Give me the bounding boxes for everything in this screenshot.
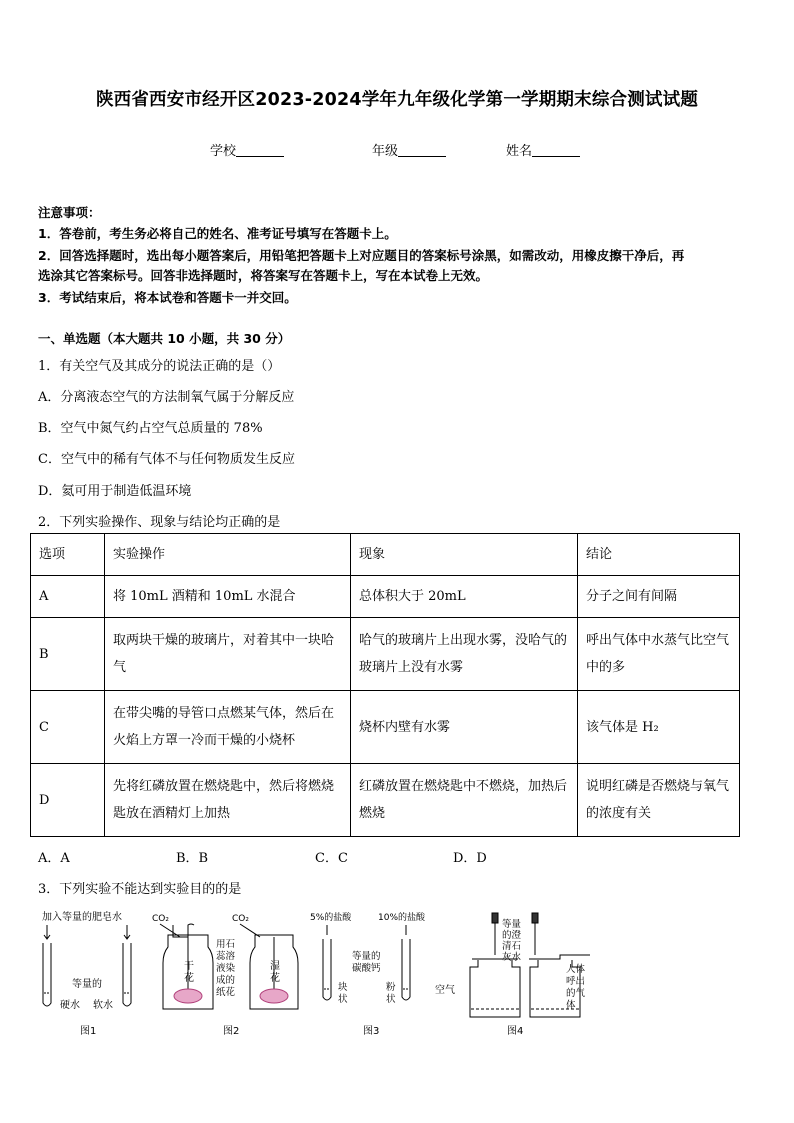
q3-figures bbox=[30, 905, 650, 1040]
fig3-label: 碳酸钙 bbox=[352, 963, 381, 974]
q1-option: D．氦可用于制造低温环境 bbox=[38, 484, 192, 499]
table-row bbox=[31, 618, 740, 691]
table-cell: 红磷放置在燃烧匙中不燃烧，加热后燃烧 bbox=[351, 764, 578, 837]
fig1-left-label: 硬水 bbox=[60, 1000, 80, 1011]
fig4-breath-label: 的气 bbox=[566, 988, 586, 999]
fig3-powder-char: 状 bbox=[386, 994, 396, 1005]
table-cell: 在带尖嘴的导管口点燃某气体，然后在火焰上方罩一冷而干燥的小烧杯 bbox=[105, 691, 351, 764]
fig3-block-char: 状 bbox=[338, 994, 348, 1005]
table-cell: B bbox=[31, 618, 105, 691]
test-tube-icon bbox=[123, 943, 131, 1006]
table-cell: 将 10mL 酒精和 10mL 水混合 bbox=[105, 576, 351, 618]
test-tube-icon bbox=[402, 939, 410, 1000]
table-cell: A bbox=[31, 576, 105, 618]
fig4-breath-label: 人体 bbox=[566, 964, 586, 975]
table-cell: 先将红磷放置在燃烧匙中，然后将燃烧匙放在酒精灯上加热 bbox=[105, 764, 351, 837]
fig2-wet-char: 湿 bbox=[270, 961, 280, 972]
fig2-dry-char: 干 bbox=[184, 961, 194, 972]
figure-4 bbox=[435, 913, 590, 1037]
fig4-label: 清石 bbox=[502, 941, 522, 952]
fig3-label: 等量的 bbox=[352, 951, 381, 962]
test-tube-icon bbox=[323, 939, 331, 1000]
fig2-label: 蕊溶 bbox=[216, 951, 236, 962]
q2-answer: A．A bbox=[38, 851, 70, 866]
dropper-bulb-icon bbox=[532, 913, 538, 923]
fig2-dry-char: 花 bbox=[184, 973, 194, 984]
fig4-label: 的澄 bbox=[502, 930, 522, 941]
q1-option: B．空气中氮气约占空气总质量的 78% bbox=[38, 421, 263, 436]
notice-item: 3．考试结束后，将本试卷和答题卡一并交回。 bbox=[38, 290, 297, 305]
table-cell: 总体积大于 20mL bbox=[351, 576, 578, 618]
table-cell: 哈气的玻璃片上出现水雾，没哈气的玻璃片上没有水雾 bbox=[351, 618, 578, 691]
table-cell: 分子之间有间隔 bbox=[578, 576, 740, 618]
fig1-right-label: 软水 bbox=[93, 1000, 113, 1011]
fig2-label: 纸花 bbox=[216, 987, 236, 998]
q2-answer: D．D bbox=[453, 851, 487, 866]
fig4-breath-label: 呼出 bbox=[566, 976, 586, 987]
q2-stem: 2．下列实验操作、现象与结论均正确的是 bbox=[38, 515, 281, 530]
fig3-acid-label: 10%的盐酸 bbox=[378, 913, 426, 923]
school-field[interactable]: 学校 bbox=[210, 140, 284, 159]
flower-icon bbox=[174, 989, 202, 1003]
table-cell: 取两块干燥的玻璃片，对着其中一块哈气 bbox=[105, 618, 351, 691]
bottle-icon bbox=[470, 960, 520, 1017]
fig1-caption: 图1 bbox=[80, 1026, 97, 1037]
test-tube-icon bbox=[43, 943, 51, 1006]
table-row bbox=[31, 764, 740, 837]
table-header: 现象 bbox=[351, 534, 578, 576]
fig2-label: 液染 bbox=[216, 963, 236, 974]
table-cell: D bbox=[31, 764, 105, 837]
table-header-row bbox=[31, 534, 740, 576]
table-cell: 说明红磷是否燃烧与氧气的浓度有关 bbox=[578, 764, 740, 837]
fig3-caption: 图3 bbox=[363, 1026, 380, 1037]
fig3-block-char: 块 bbox=[338, 982, 348, 993]
table-cell: 该气体是 H₂ bbox=[578, 691, 740, 764]
table-cell: C bbox=[31, 691, 105, 764]
q2-table bbox=[30, 533, 740, 837]
figure-2 bbox=[152, 914, 298, 1037]
fig2-label: 用石 bbox=[216, 939, 236, 950]
fig4-air-label: 空气 bbox=[435, 985, 455, 996]
name-field[interactable]: 姓名 bbox=[506, 140, 580, 159]
notice-item: 2．回答选择题时，选出每小题答案后，用铅笔把答题卡上对应题目的答案标号涂黑，如需改动，用橡皮擦干净后，再 bbox=[38, 248, 685, 263]
table-row bbox=[31, 576, 740, 618]
fig2-wet-char: 花 bbox=[270, 973, 280, 984]
q2-answer: C．C bbox=[315, 851, 348, 866]
notice-heading: 注意事项： bbox=[38, 205, 101, 220]
fig4-label: 灰水 bbox=[502, 952, 522, 963]
grade-field[interactable]: 年级 bbox=[372, 140, 446, 159]
q1-option: A．分离液态空气的方法制氧气属于分解反应 bbox=[38, 390, 295, 405]
figure-1 bbox=[42, 910, 131, 1037]
flower-icon bbox=[260, 989, 288, 1003]
table-cell: 呼出气体中水蒸气比空气中的多 bbox=[578, 618, 740, 691]
fig4-label: 等量 bbox=[502, 919, 522, 930]
q3-stem: 3．下列实验不能达到实验目的的是 bbox=[38, 882, 242, 897]
fig2-co2-label: CO₂ bbox=[152, 914, 169, 924]
q1-stem: 1．有关空气及其成分的说法正确的是（） bbox=[38, 359, 281, 374]
table-header: 实验操作 bbox=[105, 534, 351, 576]
q2-answer: B．B bbox=[176, 851, 209, 866]
figure-3 bbox=[310, 911, 426, 1037]
table-cell: 烧杯内壁有水雾 bbox=[351, 691, 578, 764]
fig2-caption: 图2 bbox=[223, 1026, 240, 1037]
fig4-caption: 图4 bbox=[507, 1026, 524, 1037]
fig1-mid-label: 等量的 bbox=[72, 979, 102, 990]
table-header: 选项 bbox=[31, 534, 105, 576]
fig3-powder-char: 粉 bbox=[386, 982, 396, 993]
section-heading: 一、单选题（本大题共 10 小题，共 30 分） bbox=[38, 331, 291, 346]
page-title: 陕西省西安市经开区2023-2024学年九年级化学第一学期期末综合测试试题 bbox=[95, 90, 699, 110]
fig4-breath-label: 体 bbox=[566, 1000, 576, 1011]
q1-option: C．空气中的稀有气体不与任何物质发生反应 bbox=[38, 452, 295, 467]
notice-item: 1．答卷前，考生务必将自己的姓名、准考证号填写在答题卡上。 bbox=[38, 226, 397, 241]
fig3-acid-label: 5%的盐酸 bbox=[310, 913, 352, 923]
table-header: 结论 bbox=[578, 534, 740, 576]
fig2-co2-label: CO₂ bbox=[232, 914, 249, 924]
fig2-label: 成的 bbox=[216, 975, 236, 986]
notice-item: 选涂其它答案标号。回答非选择题时，将答案写在答题卡上，写在本试卷上无效。 bbox=[38, 268, 489, 283]
dropper-bulb-icon bbox=[492, 913, 498, 923]
table-row bbox=[31, 691, 740, 764]
fig1-top-label: 加入等量的肥皂水 bbox=[42, 912, 122, 923]
